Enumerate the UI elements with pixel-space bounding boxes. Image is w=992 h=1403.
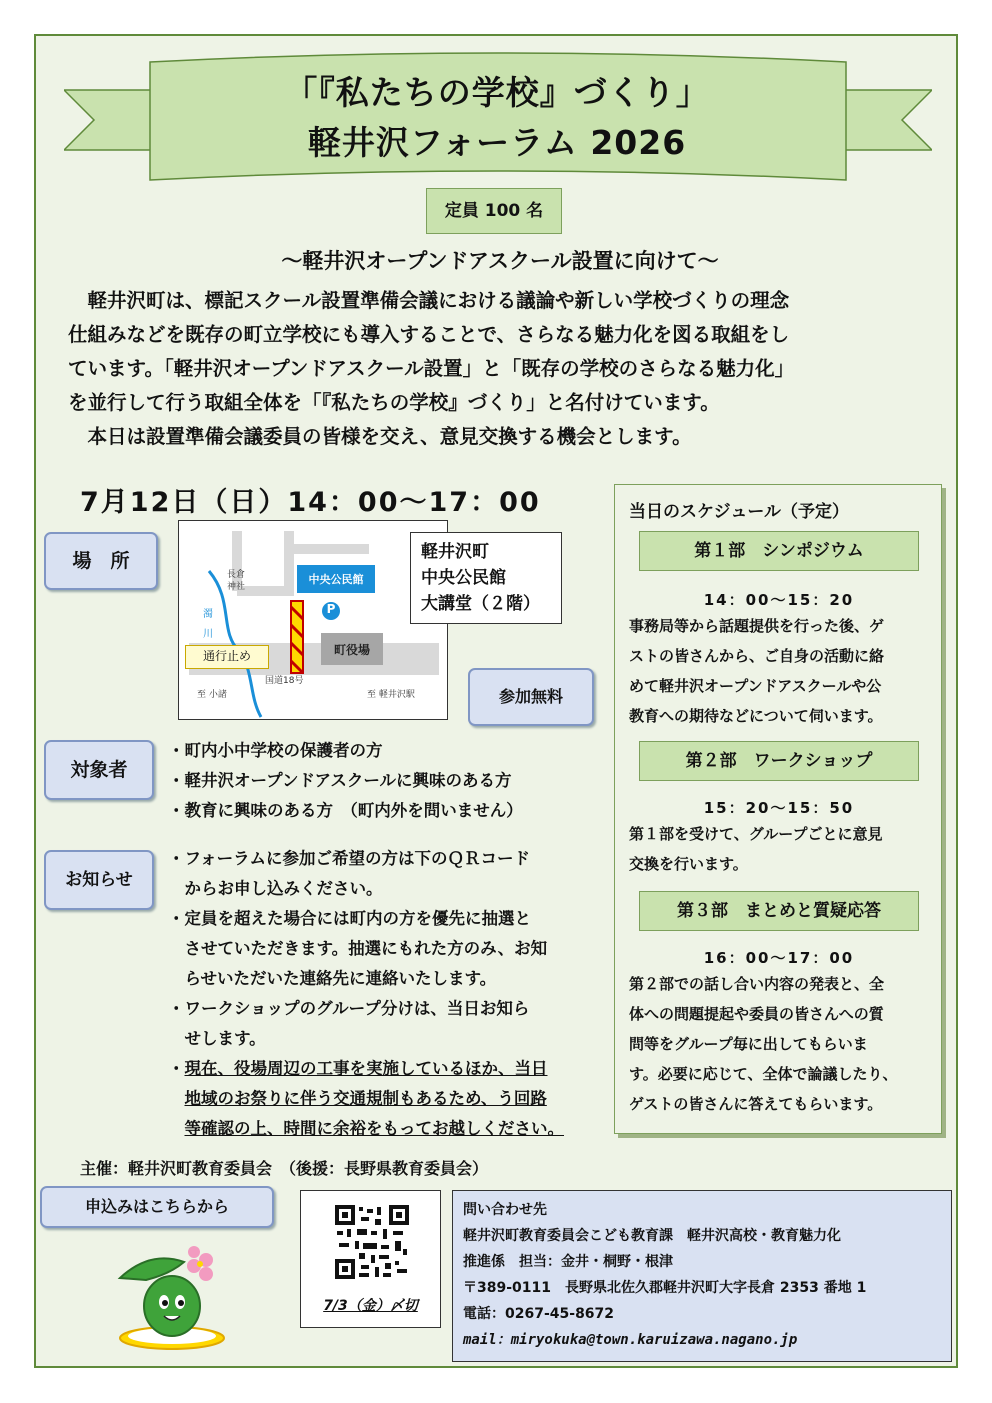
list-item: からお申し込みください。 — [168, 879, 383, 898]
title-line-1: 「『私たちの学校』づくり」 — [284, 73, 710, 112]
intro-line: 仕組みなどを既存の町立学校にも導入することで、さらなる魅力化を図る取組をし — [68, 323, 790, 346]
schedule-part2-head: 第２部 ワークショップ — [639, 741, 919, 781]
venue-address: 軽井沢町 中央公民館 大講堂（２階） — [410, 532, 562, 624]
contact-title: 問い合わせ先 — [463, 1202, 547, 1218]
list-item: ・現在、役場周辺の工事を実施しているほか、当日 — [168, 1059, 548, 1078]
subtitle: ～軽井沢オープンドアスクール設置に向けて～ — [281, 249, 719, 273]
apply-label: 申込みはこちらから — [40, 1186, 274, 1228]
intro-line: 軽井沢町は、標記スクール設置準備会議における議論や新しい学校づくりの理念 — [68, 289, 790, 312]
venue-label: 場 所 — [44, 532, 158, 590]
intro-line: ています。「軽井沢オープンドアスクール設置」と「既存の学校のさらなる魅力化」 — [68, 357, 795, 380]
schedule-part1-text: 事務局等から話題提供を行った後、ゲ ストの皆さんから、ご自身の活動に絡 めて軽井沢オープンドアスクールや公 教育への期待などについて伺います。 — [629, 617, 885, 725]
venue-map — [178, 520, 448, 720]
contact-line: 軽井沢町教育委員会こども教育課 軽井沢高校・教育魅力化 — [463, 1228, 841, 1244]
list-item: させていただきます。抽選にもれた方のみ、お知 — [168, 939, 548, 958]
list-item: ・教育に興味のある方 （町内外を問いません） — [168, 801, 523, 820]
map-label-parking: P — [326, 602, 336, 616]
free-admission-badge: 参加無料 — [468, 668, 594, 726]
schedule-panel — [614, 484, 942, 1134]
title-line-2: 軽井沢フォーラム 2026 — [307, 123, 687, 162]
intro-line: を並行して行う取組全体を「『私たちの学校』づくり」と名付けています。 — [68, 391, 720, 414]
intro-text — [68, 284, 948, 454]
map-label-town-hall: 町役場 — [333, 643, 370, 657]
list-item: せします。 — [168, 1029, 266, 1048]
event-datetime: 7月12日（日）14：00～17：00 — [80, 487, 541, 518]
capacity-badge: 定員 100 名 — [426, 188, 562, 234]
notice-list — [168, 844, 564, 1144]
list-item: ・軽井沢オープンドアスクールに興味のある方 — [168, 771, 512, 790]
schedule-part3-time: 16：00～17：00 — [703, 949, 855, 967]
list-item: ・フォーラムに参加ご希望の方は下のＱＲコード — [168, 849, 531, 868]
map-label-closed: 通行止め — [185, 645, 269, 669]
list-item: ・定員を超えた場合には町内の方を優先に抽選と — [168, 909, 531, 928]
schedule-part3-text: 第２部での話し合い内容の発表と、全 体への問題提起や委員の皆さんへの質 問等をグループ毎に出してもらいま す。必要に応じて、全体で論議したり、 ゲストの皆さんに答えてもらいます。 — [629, 975, 898, 1113]
list-item: ・ワークショップのグループ分けは、当日お知ら — [168, 999, 530, 1018]
deadline-text: 7/3（金）〆切 — [323, 1298, 418, 1314]
contact-email[interactable]: mail：miryokuka@town.karuizawa.nagano.jp — [463, 1332, 798, 1348]
schedule-part2-time: 15：20～15：50 — [703, 799, 855, 817]
list-item: 等確認の上、時間に余裕をもってお越しください。 — [184, 1119, 564, 1138]
schedule-title: 当日のスケジュール（予定） — [629, 502, 849, 522]
list-item: ・町内小中学校の保護者の方 — [168, 741, 383, 760]
list-item: らせいただいた連絡先に連絡いたします。 — [168, 969, 497, 988]
list-item: 地域のお祭りに伴う交通規制もあるため、う回路 — [184, 1089, 547, 1108]
schedule-part2-text: 第１部を受けて、グループごとに意見 交換を行います。 — [629, 825, 883, 873]
qr-box — [300, 1190, 441, 1328]
schedule-part3-head: 第３部 まとめと質疑応答 — [639, 891, 919, 931]
sponsor-text: 主催：軽井沢町教育委員会 （後援：長野県教育委員会） — [80, 1159, 489, 1178]
map-label-to-station: 至 軽井沢駅 — [367, 690, 415, 700]
contact-line: 〒389-0111 長野県北佐久郡軽井沢町大字長倉 2353 番地 1 — [463, 1280, 867, 1296]
target-list — [168, 736, 523, 826]
intro-line: 本日は設置準備会議委員の皆様を交え、意見交換する機会とします。 — [68, 425, 692, 448]
mascot-icon — [110, 1244, 230, 1352]
qr-code-icon[interactable] — [335, 1205, 409, 1279]
contact-line: 推進係 担当：金井・桐野・根津 — [463, 1254, 673, 1270]
map-label-to-komoro: 至 小諸 — [197, 690, 227, 700]
map-label-river: 濁 川 — [203, 609, 213, 640]
map-label-route: 国道18号 — [265, 676, 304, 686]
schedule-part1-head: 第１部 シンポジウム — [639, 531, 919, 571]
contact-box — [452, 1190, 952, 1362]
page-title — [150, 68, 844, 168]
schedule-part1-time: 14：00～15：20 — [703, 591, 855, 609]
map-label-shrine: 長倉 神社 — [227, 570, 246, 592]
notice-label: お知らせ — [44, 850, 154, 910]
map-label-community-center: 中央公民館 — [308, 573, 364, 586]
contact-phone: 電話：0267-45-8672 — [463, 1306, 615, 1322]
target-label: 対象者 — [44, 740, 154, 800]
